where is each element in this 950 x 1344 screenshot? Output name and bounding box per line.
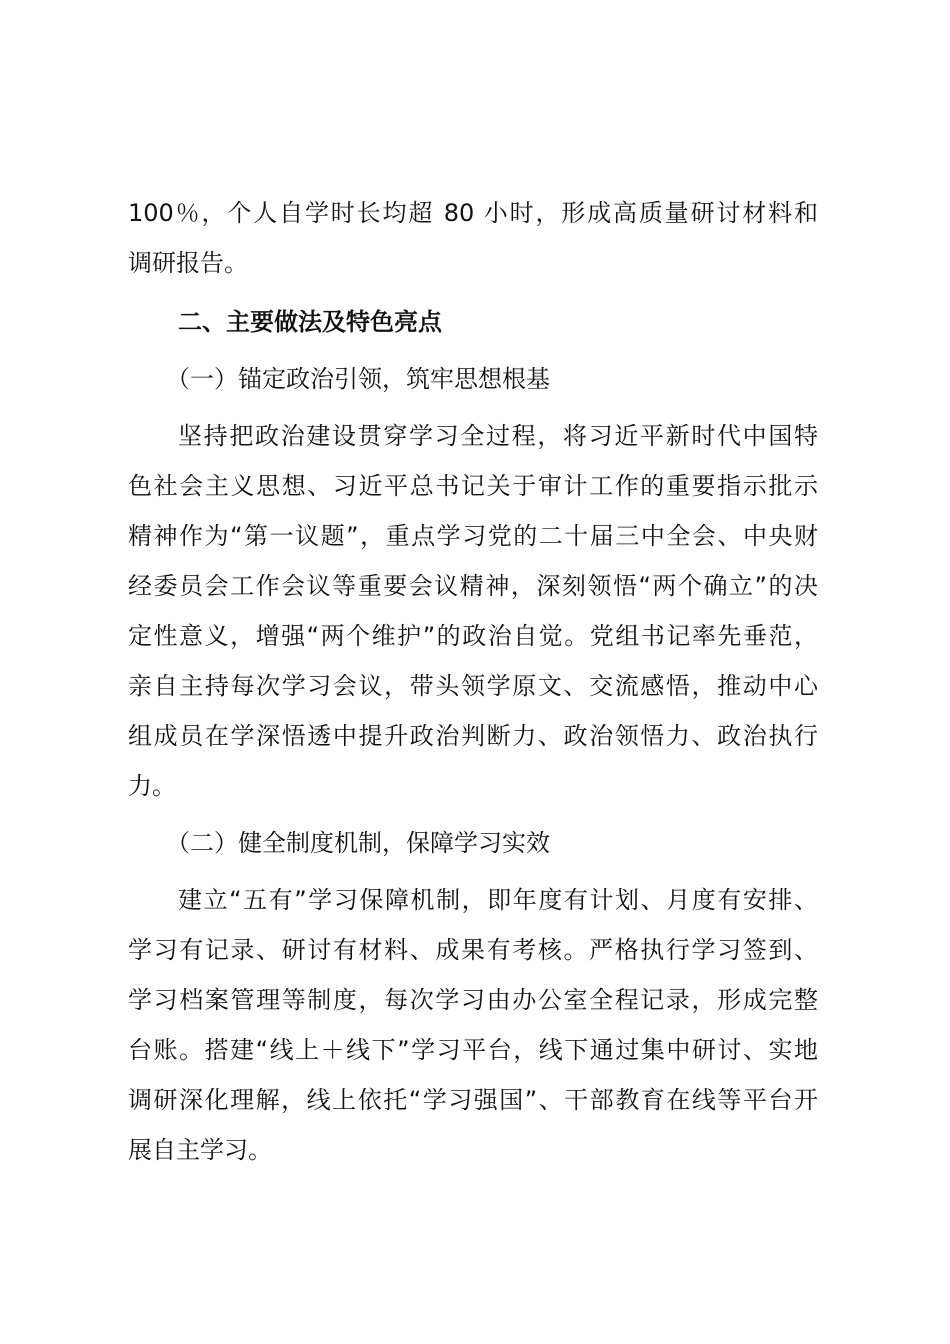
paragraph-line: 调研深化理解，线上依托“学习强国”、干部教育在线等平台开	[128, 1086, 818, 1114]
paragraph-line: 亲自主持每次学习会议，带头领学原文、交流感悟，推动中心	[128, 672, 818, 700]
paragraph-line: 坚持把政治建设贯穿学习全过程，将习近平新时代中国特	[178, 422, 818, 450]
paragraph-line: 定性意义，增强“两个维护”的政治自觉。党组书记率先垂范，	[128, 622, 818, 650]
subsection-title: （一）锚定政治引领，筑牢思想根基	[166, 365, 550, 393]
paragraph-line: 精神作为“第一议题”，重点学习党的二十届三中全会、中央财	[128, 522, 818, 550]
paragraph-line: 组成员在学深悟透中提升政治判断力、政治领悟力、政治执行	[128, 722, 818, 750]
paragraph-line: 学习有记录、研讨有材料、成果有考核。严格执行学习签到、	[128, 936, 818, 964]
paragraph-line: 台账。搭建“线上＋线下”学习平台，线下通过集中研讨、实地	[128, 1036, 818, 1064]
paragraph-line: 展自主学习。	[128, 1136, 272, 1164]
paragraph-line: 建立“五有”学习保障机制，即年度有计划、月度有安排、	[178, 886, 818, 914]
subsection-title: （二）健全制度机制，保障学习实效	[166, 829, 550, 857]
paragraph-line: 色社会主义思想、习近平总书记关于审计工作的重要指示批示	[128, 472, 818, 500]
paragraph-line: 经委员会工作会议等重要会议精神，深刻领悟“两个确立”的决	[128, 572, 818, 600]
section-heading: 二、主要做法及特色亮点	[178, 308, 442, 336]
intro-line: 100％，个人自学时长均超 80 小时，形成高质量研讨材料和	[128, 199, 818, 227]
paragraph-line: 学习档案管理等制度，每次学习由办公室全程记录，形成完整	[128, 986, 818, 1014]
intro-line: 调研报告。	[128, 249, 248, 277]
paragraph-line: 力。	[128, 772, 176, 800]
